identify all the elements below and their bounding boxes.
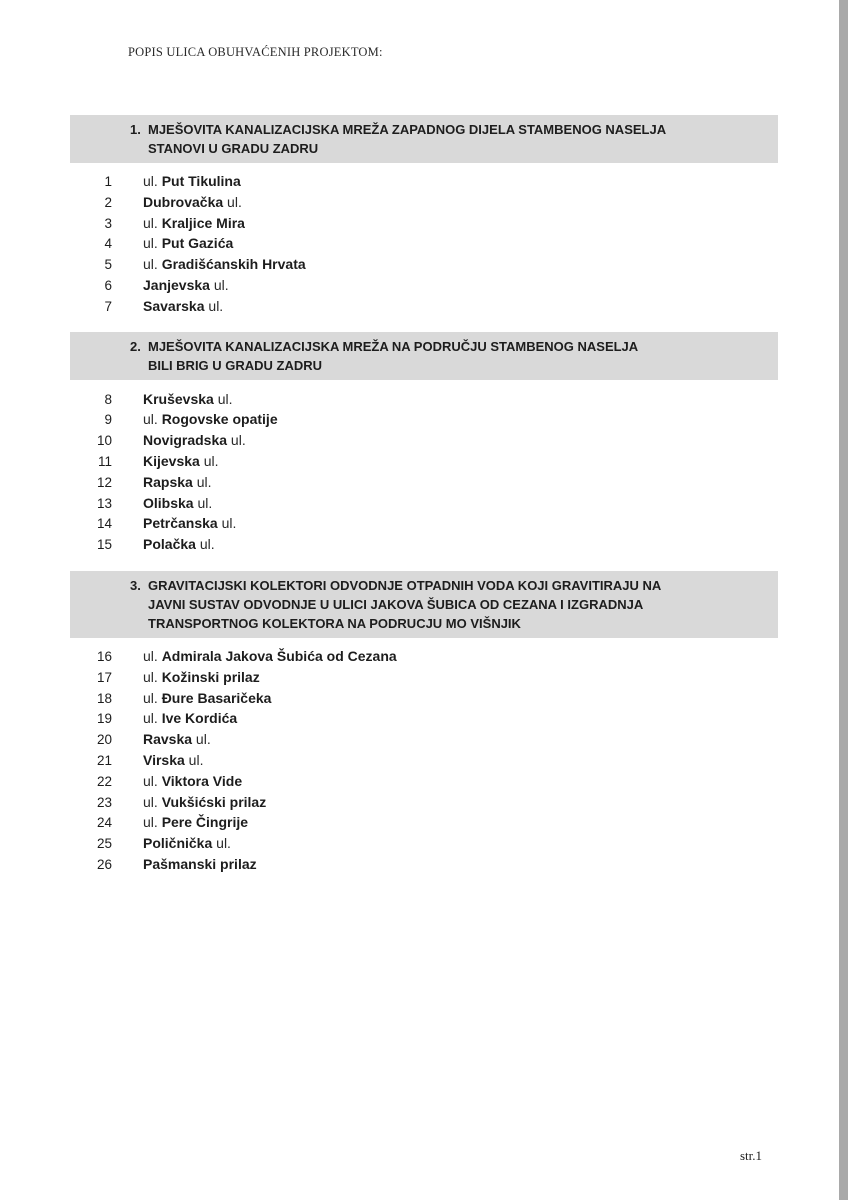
street-suffix: ul. [204, 297, 224, 314]
street-number: 25 [96, 836, 112, 852]
street-number: 6 [104, 277, 112, 293]
project-section [0, 571, 848, 875]
street-suffix: ul. [227, 432, 246, 449]
street-prefix: ul. [143, 235, 162, 252]
section-number: 3. [130, 577, 141, 593]
street-row [0, 275, 848, 296]
street-name-bold: Ive Kordića [161, 710, 238, 727]
street-number: 11 [97, 453, 112, 469]
street-prefix: ul. [143, 689, 162, 706]
street-name [143, 173, 241, 189]
street-row [0, 771, 848, 792]
street-prefix: ul. [143, 411, 162, 428]
street-name [143, 215, 245, 231]
street-name-bold: Put Tikulina [161, 173, 241, 189]
street-number: 26 [96, 856, 112, 872]
street-number: 8 [104, 391, 112, 407]
street-number: 5 [104, 257, 112, 273]
street-items [0, 389, 848, 555]
street-name [143, 235, 233, 251]
street-row [0, 667, 848, 688]
street-name-bold: Savarska [143, 297, 205, 314]
street-prefix: ul. [143, 814, 162, 831]
street-name [143, 495, 212, 511]
street-number: 7 [104, 298, 112, 314]
street-row [0, 389, 848, 410]
street-row [0, 688, 848, 709]
street-items [0, 646, 848, 875]
street-name [143, 256, 306, 272]
street-name-bold: Vukšićski prilaz [161, 793, 267, 810]
street-name-bold: Rogovske opatije [161, 411, 278, 428]
street-row [0, 430, 848, 451]
street-name [143, 814, 248, 830]
street-number: 12 [96, 474, 112, 490]
street-suffix: ul. [217, 515, 237, 532]
street-name-bold: Kijevska [143, 452, 200, 469]
street-suffix: ul. [192, 731, 211, 748]
street-name-bold: Pašmanski prilaz [143, 855, 257, 872]
street-name [143, 856, 257, 872]
section-header [70, 115, 778, 163]
street-name-bold: Petrčanska [143, 515, 218, 532]
section-title-line: STANOVI U GRADU ZADRU [148, 141, 319, 156]
street-name-bold: Gradišćanskih Hrvata [161, 256, 306, 273]
street-name-bold: Novigradska [143, 432, 228, 449]
street-number: 4 [104, 236, 112, 252]
street-suffix: ul. [184, 751, 204, 768]
page-number: str.1 [740, 1148, 763, 1163]
street-row [0, 472, 848, 493]
street-row [0, 646, 848, 667]
street-name [143, 752, 203, 768]
street-name [143, 710, 237, 726]
street-name [143, 411, 278, 427]
street-number: 23 [96, 794, 112, 810]
street-prefix: ul. [143, 772, 162, 789]
street-name [143, 669, 260, 685]
document-title: POPIS ULICA OBUHVAĆENIH PROJEKTOM: [128, 45, 383, 59]
street-name [143, 432, 246, 448]
section-title-line: MJEŠOVITA KANALIZACIJSKA MREŽA NA PODRUČJU STAMBENOG NASELJA [148, 338, 639, 354]
street-name [143, 277, 229, 293]
street-suffix: ul. [213, 390, 233, 407]
street-row [0, 513, 848, 534]
street-name-bold: Virska [143, 751, 185, 768]
street-row [0, 854, 848, 875]
street-name [143, 536, 215, 552]
street-number: 22 [96, 773, 112, 789]
section-title-line: MJEŠOVITA KANALIZACIJSKA MREŽA ZAPADNOG DIJELA STAMBENOG NASELJA [148, 122, 667, 137]
section-title-line: TRANSPORTNOG KOLEKTORA NA PODRUCJU MO VIŠNJIK [148, 615, 521, 631]
scan-edge-artifact [839, 0, 848, 1200]
street-name [143, 515, 236, 531]
street-number: 24 [96, 815, 112, 831]
street-number: 21 [96, 752, 112, 768]
street-prefix: ul. [143, 256, 162, 273]
street-prefix: ul. [143, 793, 162, 810]
street-suffix: ul. [209, 276, 229, 293]
street-name-bold: Ravska [143, 731, 193, 748]
street-row [0, 493, 848, 514]
street-number: 17 [96, 669, 112, 685]
street-prefix: ul. [143, 214, 162, 231]
street-suffix: ul. [223, 193, 242, 210]
section-title [148, 120, 778, 158]
street-name-bold: Kožinski prilaz [161, 668, 260, 685]
street-number: 10 [96, 433, 112, 449]
street-row [0, 451, 848, 472]
section-number: 2. [130, 338, 141, 354]
section-header [70, 332, 778, 380]
street-suffix: ul. [199, 452, 219, 469]
street-name-bold: Janjevska [143, 276, 210, 293]
street-number: 3 [104, 215, 112, 231]
street-name [143, 298, 223, 314]
street-prefix: ul. [143, 668, 162, 685]
street-name [143, 453, 219, 469]
street-row [0, 171, 848, 192]
street-number: 18 [96, 690, 112, 706]
street-name-bold: Admirala Jakova Šubića od Cezana [161, 647, 397, 664]
section-title-line: JAVNI SUSTAV ODVODNJE U ULICI JAKOVA ŠUBICA OD CEZANA I IZGRADNJA [148, 596, 644, 612]
street-items [0, 171, 848, 317]
street-name-bold: Viktora Vide [161, 772, 243, 789]
section-title-line: BILI BRIG U GRADU ZADRU [148, 357, 323, 373]
street-suffix: ul. [195, 536, 215, 553]
street-number: 2 [104, 194, 112, 210]
street-name-bold: Pere Čingrije [161, 814, 249, 831]
street-name [143, 194, 242, 210]
street-number: 19 [96, 711, 112, 727]
project-section [0, 332, 848, 555]
street-name [143, 474, 212, 490]
section-title-line: GRAVITACIJSKI KOLEKTORI ODVODNJE OTPADNIH VODA KOJI GRAVITIRAJU NA [148, 577, 662, 593]
street-name-bold: Polačka [143, 536, 196, 553]
street-name [143, 391, 233, 407]
project-section [0, 115, 848, 317]
street-name-bold: Poličnička [143, 835, 213, 852]
street-row [0, 233, 848, 254]
street-suffix: ul. [192, 473, 212, 490]
street-name-bold: Olibska [143, 494, 194, 511]
street-name [143, 773, 242, 789]
street-row [0, 833, 848, 854]
street-number: 16 [96, 648, 112, 664]
street-name [143, 648, 397, 664]
street-row [0, 409, 848, 430]
street-suffix: ul. [193, 494, 213, 511]
street-name [143, 731, 211, 747]
street-row [0, 254, 848, 275]
street-name-bold: Rapska [143, 473, 193, 490]
street-prefix: ul. [143, 173, 162, 189]
street-name-bold: Kraljice Mira [161, 214, 245, 231]
street-row [0, 534, 848, 555]
street-number: 1 [104, 174, 112, 189]
street-prefix: ul. [143, 710, 162, 727]
street-number: 9 [104, 412, 112, 428]
street-suffix: ul. [212, 835, 231, 852]
section-number: 1. [130, 122, 141, 137]
street-row [0, 192, 848, 213]
street-name-bold: Dubrovačka [143, 193, 224, 210]
street-name-bold: Put Gazića [161, 235, 234, 252]
street-row [0, 792, 848, 813]
street-number: 14 [96, 516, 112, 532]
street-row [0, 812, 848, 833]
section-title [148, 576, 778, 633]
street-name-bold: Kruševska [143, 390, 214, 407]
street-prefix: ul. [143, 647, 162, 664]
street-row [0, 750, 848, 771]
section-title [148, 337, 778, 375]
street-number: 13 [96, 495, 112, 511]
street-name [143, 835, 231, 851]
street-row [0, 729, 848, 750]
street-name-bold: Đure Basaričeka [161, 689, 272, 706]
street-number: 15 [96, 537, 112, 553]
street-row [0, 296, 848, 317]
street-name [143, 794, 266, 810]
street-name [143, 690, 271, 706]
section-header [70, 571, 778, 638]
street-row [0, 213, 848, 234]
street-row [0, 708, 848, 729]
street-list [0, 115, 848, 875]
street-number: 20 [96, 732, 112, 748]
